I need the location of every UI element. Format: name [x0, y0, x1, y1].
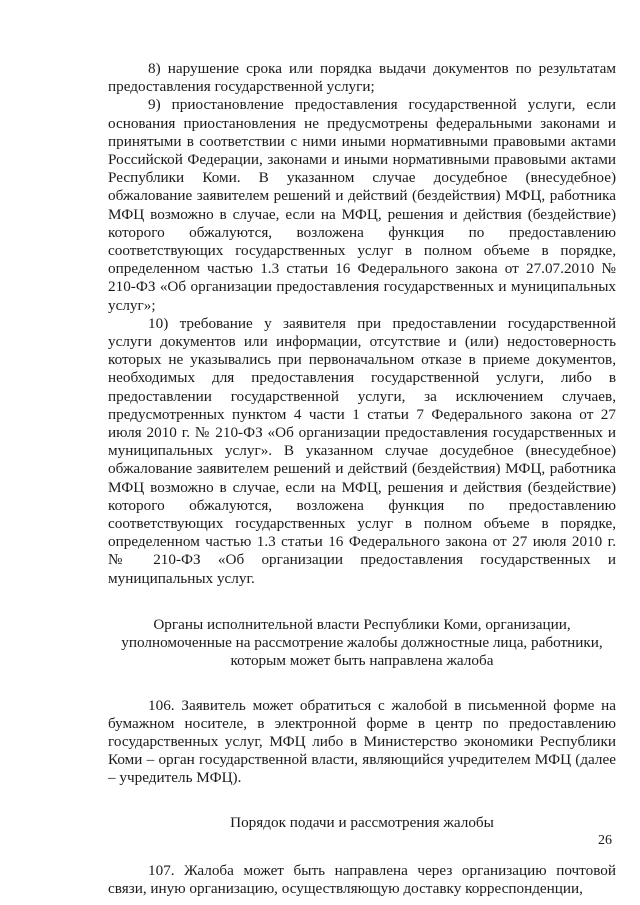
section-heading-procedure: Порядок подачи и рассмотрения жалобы — [230, 813, 494, 831]
paragraph-107: 107. Жалоба может быть направлена через организацию почтовой связи, иную организацию, осуществляющую доставку корреспонденции, — [108, 861, 616, 897]
paragraph-106: 106. Заявитель может обратиться с жалобой в письменной форме на бумажном носителе, в электронной форме в центр по предоставлению государственных услуг, МФЦ либо в Министерство экономики Республики Коми – орган государственной власти, являющийся учредителем МФЦ (далее – учредитель МФЦ). — [108, 696, 616, 787]
document-body — [108, 60, 616, 898]
paragraph-item-9: 9) приостановление предоставления государственной услуги, если основания приостановления не предусмотрены федеральными законами и принятыми в соответствии с ними иными нормативными правовыми актами Российской Федерации, законами и иными нормативными правовыми актами Республики Коми. В указанном случае досудебное (внесудебное) обжалование заявителем решений и действий (бездействия) МФЦ, работника МФЦ возможно в случае, если на МФЦ, решения и действия (бездействие) которого обжалуются, возложена функция по предоставлению соответствующих государственных услуг в полном объеме в порядке, определенном частью 1.3 статьи 16 Федерального закона от 27.07.2010 № 210-ФЗ «Об организации предоставления государственных и муниципальных услуг»; — [108, 96, 616, 314]
section-heading-organs: Органы исполнительной власти Республики Коми, организации, уполномоченные на рассмотрение жалобы должностные лица, работники, которым может быть направлена жалоба — [121, 615, 603, 670]
paragraph-item-10: 10) требование у заявителя при предоставлении государственной услуги документов или информации, отсутствие и (или) недостоверность которых не указывались при первоначальном отказе в приеме документов, необходимых для предоставления государственной услуги, либо в предоставлении государственной услуги, за исключением случаев, предусмотренных пунктом 4 части 1 статьи 7 Федерального закона от 27 июля 2010 г. № 210-ФЗ «Об организации предоставления государственных и муниципальных услуг». В указанном случае досудебное (внесудебное) обжалование заявителем решений и действий (бездействия) МФЦ, работника МФЦ возможно в случае, если на МФЦ, решения и действия (бездействие) которого обжалуются, возложена функция по предоставлению соответствующих государственных услуг в полном объеме в порядке, определенном частью 1.3 статьи 16 Федерального закона от 27 июля 2010 г. № 210-ФЗ «Об организации предоставления государственных и муниципальных услуг. — [108, 314, 616, 587]
page-number: 26 — [598, 833, 612, 848]
paragraph-item-8: 8) нарушение срока или порядка выдачи документов по результатам предоставления государственной услуги; — [108, 60, 616, 96]
